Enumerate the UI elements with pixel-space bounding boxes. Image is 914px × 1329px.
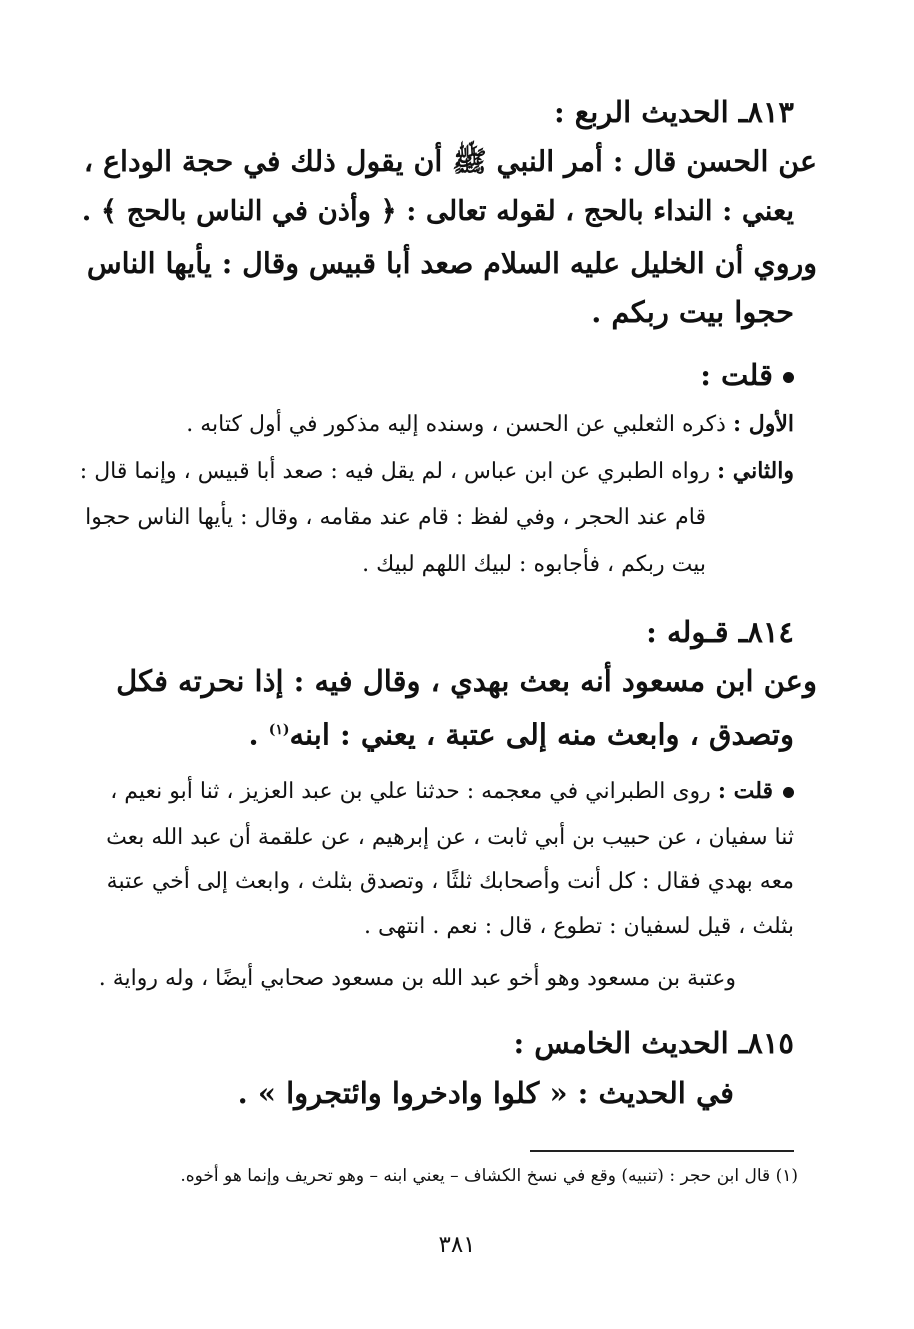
source-text: رواه الطبري عن ابن عباس ، لم يقل فيه : صعد أبا قبيس ، وإنما قال : xyxy=(79,459,710,484)
hadith-813-line: وروي أن الخليل عليه السلام صعد أبا قبيس وقال : يأيها الناس xyxy=(86,246,817,280)
note-814 xyxy=(76,775,794,808)
source-first xyxy=(76,408,794,441)
hadith-813-line: حجوا بيت ربكم . xyxy=(591,295,794,329)
hadith-813-heading: ٨١٣ـ الحديث الربع : xyxy=(553,95,794,129)
note-813 xyxy=(76,355,794,395)
bullet-icon xyxy=(783,787,794,798)
page-number: ٣٨١ xyxy=(438,1232,476,1258)
source-text: بيت ربكم ، فأجابوه : لبيك اللهم لبيك . xyxy=(362,552,706,577)
hadith-814-heading: ٨١٤ـ قـوله : xyxy=(646,615,794,649)
hadith-814-line xyxy=(76,710,794,755)
line-text: وتصدق ، وابعث منه إلى عتبة ، يعني : ابنه xyxy=(289,717,794,752)
note-text: وعتبة بن مسعود وهو أخو عبد الله بن مسعود صحابي أيضًا ، وله رواية . xyxy=(98,966,736,991)
source-label: الأول : xyxy=(732,411,794,437)
footnote-divider xyxy=(530,1150,794,1152)
note-label: قلت : xyxy=(717,778,773,804)
hadith-813-line: يعني : النداء بالحج ، لقوله تعالى : ﴿ وأذن في الناس بالحج ﴾ . xyxy=(81,195,794,227)
hadith-814-line: وعن ابن مسعود أنه بعث بهدي ، وقال فيه : إذا نحرته فكل xyxy=(116,664,817,698)
source-second xyxy=(76,455,794,488)
bullet-icon xyxy=(783,372,794,383)
hadith-813-line: عن الحسن قال : أمر النبي ﷺ أن يقول ذلك في حجة الوداع ، xyxy=(83,144,817,178)
source-label: والثاني : xyxy=(716,458,794,484)
footnote-ref: (١) xyxy=(268,722,290,738)
line-end: . xyxy=(248,717,269,752)
note-text: معه بهدي فقال : كل أنت وأصحابك ثلثًا ، وتصدق بثلث ، وابعث إلى أخي عتبة xyxy=(106,869,794,894)
source-text: ذكره الثعلبي عن الحسن ، وسنده إليه مذكور في أول كتابه . xyxy=(186,412,726,437)
hadith-815-heading: ٨١٥ـ الحديث الخامس : xyxy=(513,1026,794,1060)
hadith-815-line: في الحديث : « كلوا وادخروا وائتجروا » . xyxy=(237,1076,734,1110)
note-text: بثلث ، قيل لسفيان : تطوع ، قال : نعم . انتهى . xyxy=(364,914,794,939)
note-label: قلت : xyxy=(700,358,773,392)
footnote: (١) قال ابن حجر : (تنبيه) وقع في نسخ الكشاف – يعني ابنه – وهو تحريف وإنما هو أخوه. xyxy=(180,1166,798,1186)
source-text: قام عند الحجر ، وفي لفظ : قام عند مقامه ، وقال : يأيها الناس حجوا xyxy=(85,505,706,530)
note-text: روى الطبراني في معجمه : حدثنا علي بن عبد العزيز ، ثنا أبو نعيم ، xyxy=(110,779,711,804)
note-text: ثنا سفيان ، عن حبيب بن أبي ثابت ، عن إبرهيم ، عن علقمة أن عبد الله بعث xyxy=(106,825,794,850)
